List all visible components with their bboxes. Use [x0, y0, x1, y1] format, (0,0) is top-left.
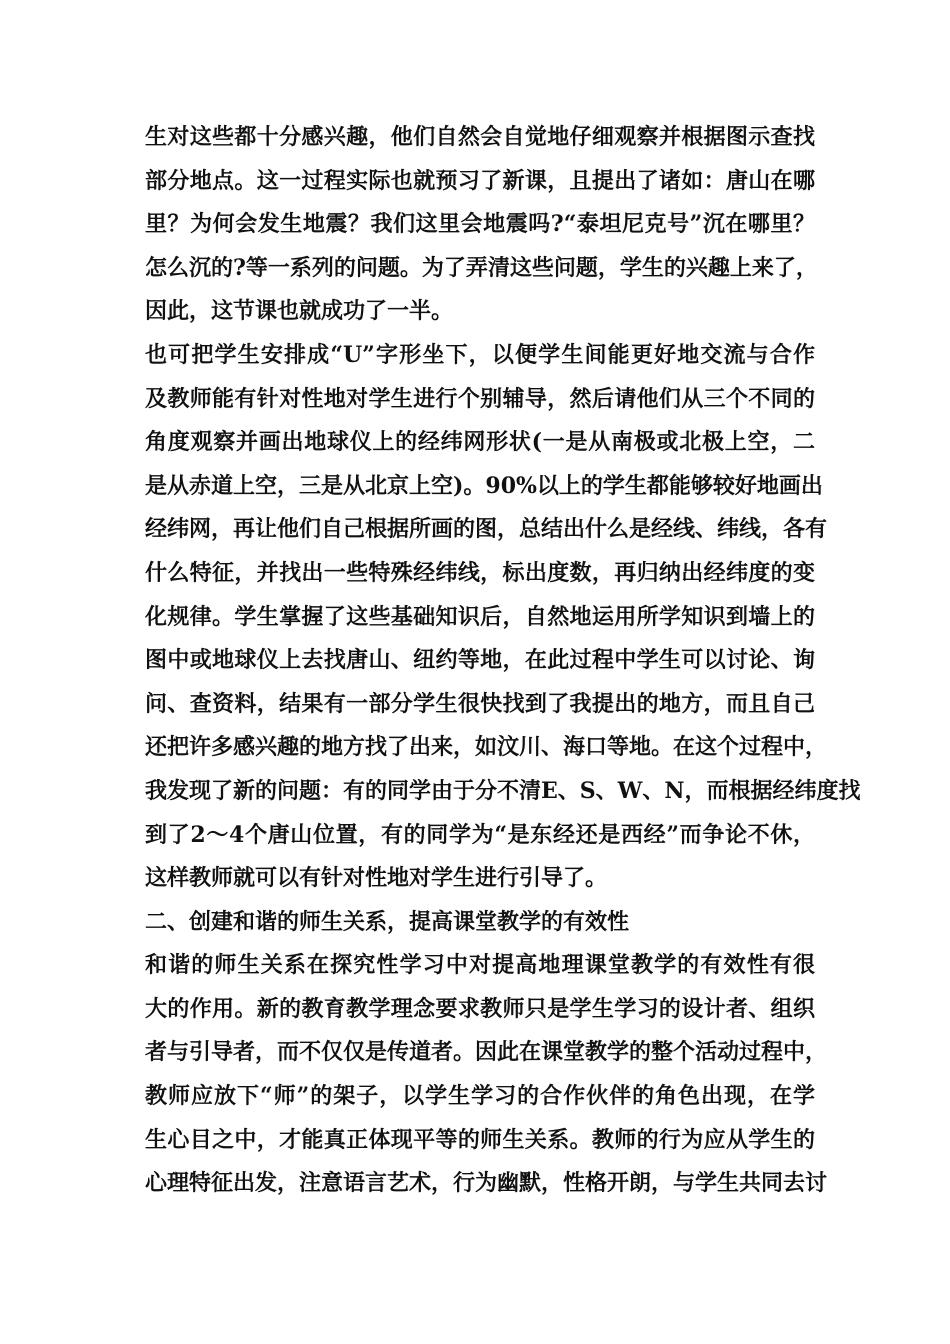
- text-line: 问、查资料，结果有一部分学生很快找到了我提出的地方，而且自己: [145, 690, 815, 717]
- section-heading: 二、创建和谐的师生关系，提高课堂教学的有效性: [145, 908, 630, 935]
- text-line: 经纬网，再让他们自己根据所画的图，总结出什么是经线、纬线，各有: [145, 516, 828, 543]
- text-line: 大的作用。新的教育教学理念要求教师只是学生学习的设计者、组织: [145, 995, 815, 1022]
- text-line: 因此，这节课也就成功了一半。: [145, 298, 454, 325]
- text-line: 什么特征，并找出一些特殊经纬线，标出度数，再归纳出经纬度的变: [145, 559, 815, 586]
- text-line: 者与引导者，而不仅仅是传道者。因此在课堂教学的整个活动过程中，: [145, 1039, 828, 1066]
- text-line: 心理特征出发，注意语言艺术，行为幽默，性格开朗，与学生共同去讨: [145, 1170, 828, 1197]
- text-line: 这样教师就可以有针对性地对学生进行引导了。: [145, 865, 608, 892]
- text-line: 和谐的师生关系在探究性学习中对提高地理课堂教学的有效性有很: [145, 952, 815, 979]
- text-line: 图中或地球仪上去找唐山、纽约等地，在此过程中学生可以讨论、询: [145, 647, 815, 674]
- text-line: 还把许多感兴趣的地方找了出来，如汶川、海口等地。在这个过程中，: [145, 734, 828, 761]
- text-line: 角度观察并画出地球仪上的经纬网形状(一是从南极或北极上空，二: [145, 429, 815, 456]
- text-line: 到了2～4个唐山位置，有的同学为“是东经还是西经”而争论不休，: [145, 821, 815, 848]
- text-line: 也可把学生安排成“U”字形坐下，以便学生间能更好地交流与合作: [145, 341, 815, 368]
- text-line: 及教师能有针对性地对学生进行个别辅导，然后请他们从三个不同的: [145, 385, 815, 412]
- text-line: 我发现了新的问题：有的同学由于分不清E、S、W、N，而根据经纬度找: [145, 777, 861, 804]
- text-line: 化规律。学生掌握了这些基础知识后，自然地运用所学知识到墙上的: [145, 603, 815, 630]
- text-line: 怎么沉的?等一系列的问题。为了弄清这些问题，学生的兴趣上来了，: [145, 254, 818, 281]
- text-line: 部分地点。这一过程实际也就预习了新课，且提出了诸如：唐山在哪: [145, 167, 815, 194]
- body-text: [145, 116, 861, 1206]
- text-line: 里？为何会发生地震？我们这里会地震吗?“泰坦尼克号”沉在哪里？: [145, 211, 815, 238]
- text-line: 教师应放下“师”的架子，以学生学习的合作伙伴的角色出现，在学: [145, 1083, 815, 1110]
- text-line: 是从赤道上空，三是从北京上空)。90%以上的学生都能够较好地画出: [145, 472, 823, 499]
- text-line: 生心目之中，才能真正体现平等的师生关系。教师的行为应从学生的: [145, 1126, 815, 1153]
- text-line: 生对这些都十分感兴趣，他们自然会自觉地仔细观察并根据图示查找: [145, 124, 815, 150]
